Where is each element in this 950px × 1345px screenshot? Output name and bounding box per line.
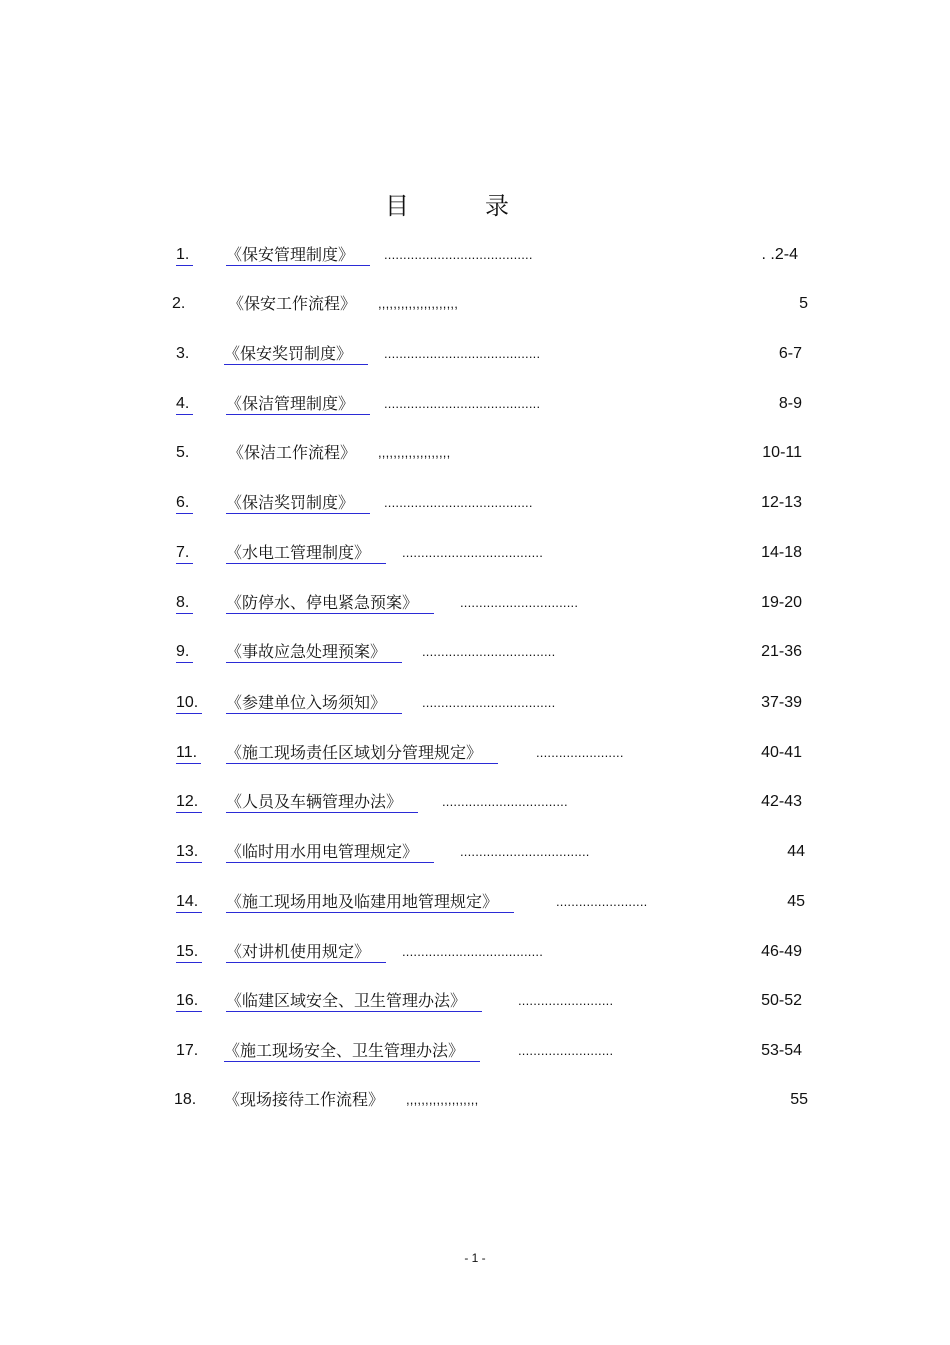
toc-entry-number[interactable]: 15.: [176, 942, 202, 963]
toc-leader-dots: .................................: [442, 794, 568, 809]
toc-leader-dots: .........................................: [384, 396, 541, 411]
toc-page-number: 19-20: [761, 594, 802, 611]
toc-entry-number: 2.: [172, 295, 186, 312]
page-number: - 1 -: [464, 1251, 486, 1265]
toc-row: [0, 1085, 950, 1115]
toc-entry-link[interactable]: 《水电工管理制度》: [226, 543, 386, 564]
toc-entry-number[interactable]: 8.: [176, 593, 193, 614]
toc-entry-number: 3.: [176, 345, 190, 362]
toc-row[interactable]: [0, 887, 950, 917]
toc-page-number: 37-39: [761, 694, 802, 711]
toc-leader-dots: ...............................: [460, 595, 579, 610]
toc-entry-link[interactable]: 《事故应急处理预案》: [226, 642, 402, 663]
toc-leader-dots: .........................: [518, 1043, 614, 1058]
toc-leader-dots: ..................................: [460, 844, 590, 859]
toc-leader-dots: ,,,,,,,,,,,,,,,,,,,,,: [378, 296, 459, 311]
toc-page-number: 55: [790, 1091, 808, 1108]
toc-entry-link[interactable]: 《人员及车辆管理办法》: [226, 792, 418, 813]
toc-entry-link[interactable]: 《对讲机使用规定》: [226, 942, 386, 963]
toc-entry-number[interactable]: 7.: [176, 543, 193, 564]
toc-row[interactable]: [0, 787, 950, 817]
toc-entry-link[interactable]: 《临建区域安全、卫生管理办法》: [226, 991, 482, 1012]
toc-page-number: 44: [787, 843, 805, 860]
toc-page-number: 53-54: [761, 1042, 802, 1059]
toc-page-number: 50-52: [761, 992, 802, 1009]
toc-row[interactable]: [0, 240, 950, 270]
toc-leader-dots: ........................: [556, 894, 648, 909]
toc-page-number: 8-9: [778, 395, 802, 412]
toc-entry-link: 《保安工作流程》: [228, 294, 357, 313]
toc-row[interactable]: [0, 937, 950, 967]
toc-page-number: 42-43: [761, 793, 802, 810]
toc-entry-link[interactable]: 《保洁管理制度》: [226, 394, 370, 415]
toc-leader-dots: .........................: [518, 993, 614, 1008]
toc-page-number: 45: [787, 893, 805, 910]
toc-row[interactable]: [0, 339, 950, 369]
toc-entry-link[interactable]: 《保洁奖罚制度》: [226, 493, 370, 514]
toc-page-number: 21-36: [761, 643, 802, 660]
toc-page-number: . .2-4: [761, 246, 798, 263]
toc-page-number: 10-11: [762, 444, 802, 461]
toc-row[interactable]: [0, 837, 950, 867]
toc-entry-number[interactable]: 14.: [176, 892, 202, 913]
toc-page-number: 46-49: [761, 943, 802, 960]
toc-entry-link: 《现场接待工作流程》: [224, 1090, 385, 1109]
toc-entry-number[interactable]: 10.: [176, 693, 202, 714]
toc-row: [0, 438, 950, 468]
toc-row[interactable]: [0, 986, 950, 1016]
toc-leader-dots: ...................................: [422, 644, 556, 659]
toc-leader-dots: ,,,,,,,,,,,,,,,,,,,: [406, 1092, 479, 1107]
toc-entry-link[interactable]: 《施工现场用地及临建用地管理规定》: [226, 892, 514, 913]
toc-leader-dots: .......................................: [384, 495, 533, 510]
toc-page-number: 14-18: [761, 544, 802, 561]
toc-entry-link[interactable]: 《保安管理制度》: [226, 245, 370, 266]
toc-entry-number[interactable]: 9.: [176, 642, 193, 663]
toc-entry-number: 17.: [176, 1042, 199, 1059]
toc-leader-dots: .......................: [536, 745, 624, 760]
toc-row[interactable]: [0, 1036, 950, 1066]
toc-entry-link[interactable]: 《施工现场安全、卫生管理办法》: [224, 1041, 480, 1062]
toc-row[interactable]: [0, 637, 950, 667]
toc-leader-dots: ...................................: [422, 695, 556, 710]
toc-entry-link: 《保洁工作流程》: [228, 443, 357, 462]
toc-entry-link[interactable]: 《施工现场责任区域划分管理规定》: [226, 743, 498, 764]
toc-row[interactable]: [0, 688, 950, 718]
toc-entry-number[interactable]: 13.: [176, 842, 202, 863]
toc-entry-link[interactable]: 《临时用水用电管理规定》: [226, 842, 434, 863]
toc-entry-link[interactable]: 《保安奖罚制度》: [224, 344, 368, 365]
toc-page-number: 12-13: [761, 494, 802, 511]
toc-leader-dots: .........................................: [384, 346, 541, 361]
toc-entry-number[interactable]: 12.: [176, 792, 202, 813]
toc-row[interactable]: [0, 738, 950, 768]
toc-title: 目 录: [385, 192, 535, 220]
toc-leader-dots: ,,,,,,,,,,,,,,,,,,,: [378, 445, 451, 460]
toc-page-number: 6-7: [778, 345, 802, 362]
toc-entry-number: 18.: [174, 1091, 197, 1108]
toc-entry-link[interactable]: 《参建单位入场须知》: [226, 693, 402, 714]
toc-row: [0, 289, 950, 319]
toc-page-number: 40-41: [761, 744, 802, 761]
toc-row[interactable]: [0, 588, 950, 618]
toc-leader-dots: .....................................: [402, 545, 544, 560]
toc-entry-link[interactable]: 《防停水、停电紧急预案》: [226, 593, 434, 614]
toc-entry-number[interactable]: 4.: [176, 394, 193, 415]
toc-entry-number: 5.: [176, 444, 190, 461]
toc-leader-dots: .....................................: [402, 944, 544, 959]
toc-page-number: 5: [799, 295, 808, 312]
toc-entry-number[interactable]: 11.: [176, 743, 201, 764]
toc-row[interactable]: [0, 389, 950, 419]
toc-leader-dots: .......................................: [384, 247, 533, 262]
toc-entry-number[interactable]: 16.: [176, 991, 202, 1012]
toc-row[interactable]: [0, 488, 950, 518]
toc-entry-number[interactable]: 1.: [176, 245, 193, 266]
toc-entry-number[interactable]: 6.: [176, 493, 193, 514]
toc-row[interactable]: [0, 538, 950, 568]
